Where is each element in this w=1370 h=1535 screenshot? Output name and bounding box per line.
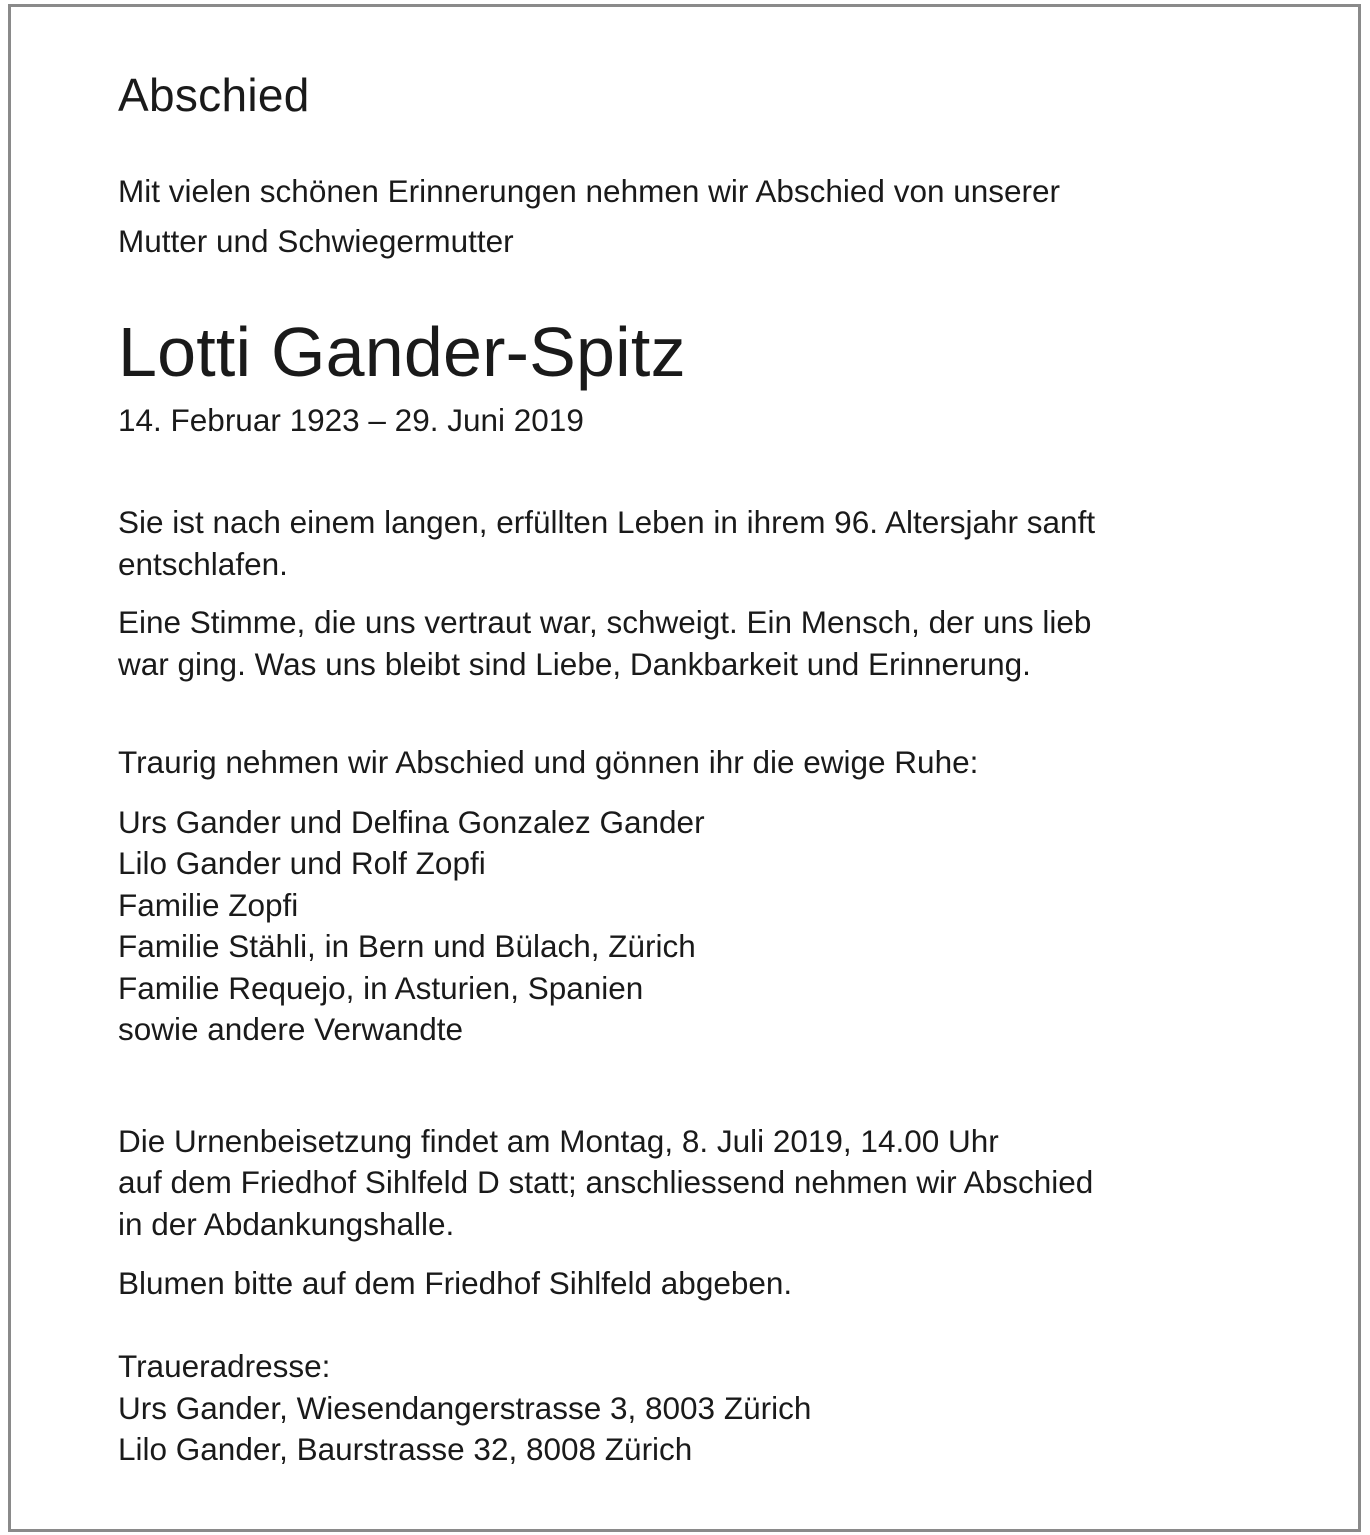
paragraph-1-line-2: entschlafen. bbox=[118, 546, 288, 582]
mourner-entry: Familie Requejo, in Asturien, Spanien bbox=[118, 970, 644, 1006]
address-line-2: Lilo Gander, Baurstrasse 32, 8008 Zürich bbox=[118, 1431, 693, 1467]
mourner-entry: Lilo Gander und Rolf Zopfi bbox=[118, 845, 486, 881]
address-line-1: Urs Gander, Wiesendangerstrasse 3, 8003 Zürich bbox=[118, 1390, 812, 1426]
deceased-name: Lotti Gander-Spitz bbox=[118, 313, 686, 391]
ceremony-line-2: auf dem Friedhof Sihlfeld D statt; anschliessend nehmen wir Abschied bbox=[118, 1164, 1094, 1200]
address-label: Traueradresse: bbox=[118, 1348, 331, 1384]
paragraph-2-line-1: Eine Stimme, die uns vertraut war, schweigt. Ein Mensch, der uns lieb bbox=[118, 604, 1092, 640]
ceremony-line-1: Die Urnenbeisetzung findet am Montag, 8. Juli 2019, 14.00 Uhr bbox=[118, 1123, 999, 1159]
notice-heading: Abschied bbox=[118, 69, 310, 121]
ceremony-line-3: in der Abdankungshalle. bbox=[118, 1206, 455, 1242]
mourner-entry: Familie Zopfi bbox=[118, 887, 299, 923]
paragraph-1-line-1: Sie ist nach einem langen, erfüllten Leben in ihrem 96. Altersjahr sanft bbox=[118, 504, 1096, 540]
mourners-intro: Traurig nehmen wir Abschied und gönnen ihr die ewige Ruhe: bbox=[118, 744, 979, 780]
life-dates: 14. Februar 1923 – 29. Juni 2019 bbox=[118, 402, 584, 438]
intro-line-2: Mutter und Schwiegermutter bbox=[118, 223, 514, 259]
mourner-entry: Familie Stähli, in Bern und Bülach, Zürich bbox=[118, 928, 696, 964]
intro-line-1: Mit vielen schönen Erinnerungen nehmen wir Abschied von unserer bbox=[118, 173, 1061, 209]
mourner-entry: sowie andere Verwandte bbox=[118, 1011, 463, 1047]
paragraph-2-line-2: war ging. Was uns bleibt sind Liebe, Dankbarkeit und Erinnerung. bbox=[118, 646, 1031, 682]
mourner-entry: Urs Gander und Delfina Gonzalez Gander bbox=[118, 804, 705, 840]
flowers-note: Blumen bitte auf dem Friedhof Sihlfeld abgeben. bbox=[118, 1265, 793, 1301]
